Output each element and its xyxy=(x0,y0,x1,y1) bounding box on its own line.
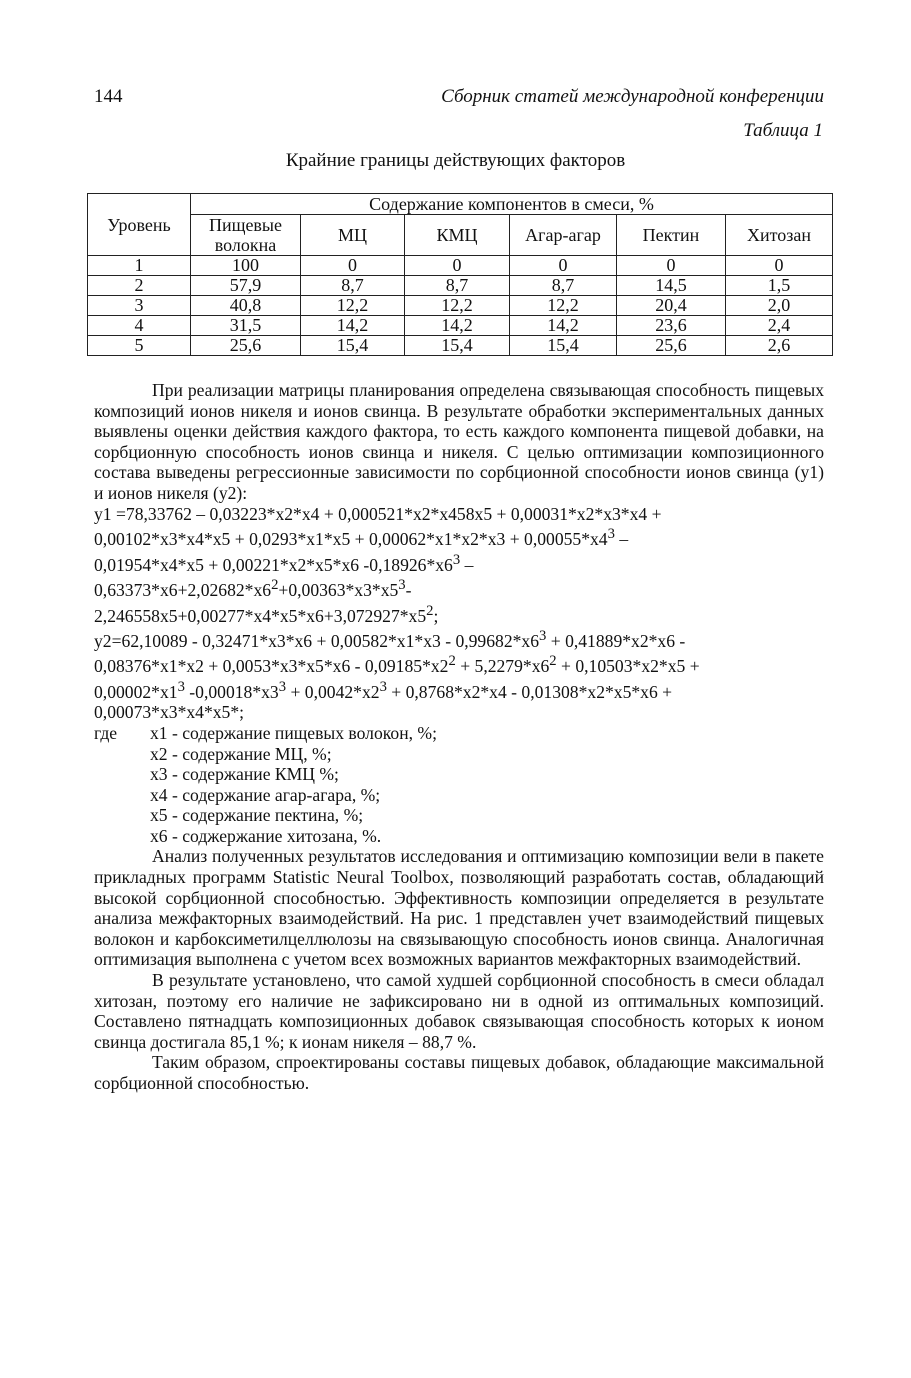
exponent: 3 xyxy=(379,678,387,695)
legend-text: x1 - содержание пищевых волокон, %; xyxy=(150,722,437,743)
column-header: Агар-агар xyxy=(510,215,617,256)
variable-legend xyxy=(94,723,824,847)
table-cell: 0 xyxy=(726,256,833,276)
table-cell: 31,5 xyxy=(191,316,301,336)
exponent: 3 xyxy=(452,551,461,568)
regression-formulas xyxy=(94,504,824,723)
formula-text: + 0,8768*x2*x4 - 0,01308*x2*x5*x6 + xyxy=(386,681,673,702)
table-cell: 15,4 xyxy=(405,336,510,356)
exponent: 3 xyxy=(278,678,287,695)
table-row xyxy=(88,296,833,316)
formula-line xyxy=(94,575,824,600)
article-body xyxy=(94,380,824,1094)
paragraph: При реализации матрицы планирования определена связывающая способность пищевых композиций ионов никеля и ионов свинца. В результате обработки экспериментальных данных выявлены оценки действия каждого фактора, то есть каждого компонента пищевой добавки, на сорбционную способность ионов свинца и никеля. С целью оптимизации композиционного состава выведены регрессионные зависимости по сорбционной способности ионов свинца (у1) и ионов никеля (у2): xyxy=(94,380,824,503)
exponent: 3 xyxy=(398,577,406,594)
table-cell: 3 xyxy=(88,296,191,316)
formula-text: 0,00102*x3*x4*x5 + 0,0293*x1*x5 + 0,00062*x1*x2*x3 + 0,00055*x4 xyxy=(94,529,608,550)
table-cell: 1,5 xyxy=(726,276,833,296)
table-cell: 12,2 xyxy=(405,296,510,316)
formula-line xyxy=(94,550,824,575)
exponent: 2 xyxy=(549,653,557,670)
legend-item: x2 - содержание МЦ, %; xyxy=(150,743,332,764)
page-header xyxy=(94,86,824,110)
table-title: Крайние границы действующих факторов xyxy=(285,150,626,171)
column-header: Пектин xyxy=(617,215,726,256)
table-cell: 14,5 xyxy=(617,276,726,296)
formula-line xyxy=(94,601,824,626)
table-label: Таблица 1 xyxy=(743,120,823,141)
table-row xyxy=(88,316,833,336)
table-row xyxy=(88,336,833,356)
exponent: 2 xyxy=(426,602,434,619)
table-cell: 2,6 xyxy=(726,336,833,356)
formula-line xyxy=(94,504,824,525)
paragraph: Анализ полученных результатов исследования и оптимизацию композиции вели в пакете прикладных программ Statistic Neural Toolbox, позволяющий разработать состав, обладающий высокой сорбционной способностью. Эффективность композиции определяется в результате анализа межфакторных взаимодействий. На рис. 1 представлен учет взаимодействий пищевых волокон и карбоксиметилцеллюлозы на связывающую способность ионов свинца. Аналогичная оптимизация выполнена с учетом всех возможных вариантов межфакторных взаимодействий. xyxy=(94,846,824,970)
group-header: Содержание компонентов в смеси, % xyxy=(191,194,833,215)
table-row xyxy=(88,276,833,296)
column-header: МЦ xyxy=(301,215,405,256)
formula-text: у1 =78,33762 – 0,03223*x2*x4 + 0,000521*x2*x458x5 + 0,00031*x2*x3*x4 + xyxy=(94,503,662,524)
table-cell: 23,6 xyxy=(617,316,726,336)
formula-line xyxy=(94,651,824,676)
paragraph: Таким образом, спроектированы составы пищевых добавок, обладающие максимальной сорбционной способностью. xyxy=(94,1052,824,1094)
exponent: 2 xyxy=(271,577,279,594)
formula-text: -0,00018*x3 xyxy=(184,681,279,702)
formula-text: - xyxy=(405,579,412,600)
exponent: 2 xyxy=(448,653,456,670)
table-cell: 14,2 xyxy=(405,316,510,336)
table-cell: 15,4 xyxy=(510,336,617,356)
table-cell: 12,2 xyxy=(301,296,405,316)
legend-item: x5 - содержание пектина, %; xyxy=(150,805,364,826)
table-cell: 14,2 xyxy=(510,316,617,336)
formula-line xyxy=(94,677,824,702)
paragraph: В результате установлено, что самой худшей сорбционной способность в смеси обладал хитозан, поэтому его наличие не зафиксировано ни в одной из оптимальных композиций. Составлено пятнадцать композиционных добавок связывающая способность которых к ионом свинца достигала 85,1 %; к ионам никеля – 88,7 %. xyxy=(94,970,824,1052)
formula-text: ; xyxy=(433,605,439,626)
exponent: 3 xyxy=(177,678,185,695)
column-header: КМЦ xyxy=(405,215,510,256)
table-cell: 40,8 xyxy=(191,296,301,316)
formula-text: 0,00073*x3*x4*x5*; xyxy=(94,702,245,723)
formula-text: – xyxy=(460,554,474,575)
table-cell: 25,6 xyxy=(617,336,726,356)
formula-line xyxy=(94,626,824,651)
table-cell: 8,7 xyxy=(510,276,617,296)
level-header: Уровень xyxy=(88,194,191,256)
formula-text: + 0,0042*x2 xyxy=(286,681,380,702)
table-cell: 4 xyxy=(88,316,191,336)
table-cell: 2,0 xyxy=(726,296,833,316)
table-cell: 12,2 xyxy=(510,296,617,316)
factors-table xyxy=(87,193,833,356)
table-cell: 0 xyxy=(405,256,510,276)
column-header: Пищевые волокна xyxy=(191,215,301,256)
formula-text: + 5,2279*x6 xyxy=(455,656,550,677)
table-cell: 15,4 xyxy=(301,336,405,356)
formula-text: 0,63373*x6+2,02682*x6 xyxy=(94,579,272,600)
formula-text: у2=62,10089 - 0,32471*x3*x6 + 0,00582*x1*x3 - 0,99682*x6 xyxy=(94,630,540,651)
exponent: 3 xyxy=(607,526,615,543)
table-cell: 0 xyxy=(617,256,726,276)
legend-item: x6 - соджержание хитозана, %. xyxy=(150,825,382,846)
formula-text: 2,246558x5+0,00277*x4*x5*x6+3,072927*x5 xyxy=(94,605,427,626)
table-cell: 0 xyxy=(301,256,405,276)
formula-text: 0,01954*x4*x5 + 0,00221*x2*x5*x6 -0,18926*x6 xyxy=(94,554,453,575)
table-row xyxy=(88,256,833,276)
legend-where: где xyxy=(94,722,118,743)
table-cell: 1 xyxy=(88,256,191,276)
table-cell: 25,6 xyxy=(191,336,301,356)
column-header: Хитозан xyxy=(726,215,833,256)
table-cell: 8,7 xyxy=(301,276,405,296)
legend-item: x4 - содержание агар-агара, %; xyxy=(150,784,381,805)
table-cell: 8,7 xyxy=(405,276,510,296)
page-number: 144 xyxy=(94,86,123,107)
formula-text: – xyxy=(614,529,629,550)
exponent: 3 xyxy=(539,627,547,644)
table-cell: 20,4 xyxy=(617,296,726,316)
table-cell: 2,4 xyxy=(726,316,833,336)
formula-text: 0,00002*x1 xyxy=(94,681,178,702)
legend-item xyxy=(94,723,824,744)
table-cell: 5 xyxy=(88,336,191,356)
table-cell: 100 xyxy=(191,256,301,276)
formula-text: +0,00363*x3*x5 xyxy=(278,579,399,600)
running-title: Сборник статей международной конференции xyxy=(441,86,824,107)
table-cell: 2 xyxy=(88,276,191,296)
table-cell: 0 xyxy=(510,256,617,276)
formula-line xyxy=(94,524,824,549)
formula-text: + 0,10503*x2*x5 + xyxy=(556,656,700,677)
formula-text: 0,08376*x1*x2 + 0,0053*x3*x5*x6 - 0,09185*x2 xyxy=(94,656,449,677)
formula-line xyxy=(94,702,824,723)
formula-text: + 0,41889*x2*x6 - xyxy=(546,630,686,651)
table-cell: 14,2 xyxy=(301,316,405,336)
legend-item: x3 - содержание КМЦ %; xyxy=(150,764,339,785)
table-cell: 57,9 xyxy=(191,276,301,296)
